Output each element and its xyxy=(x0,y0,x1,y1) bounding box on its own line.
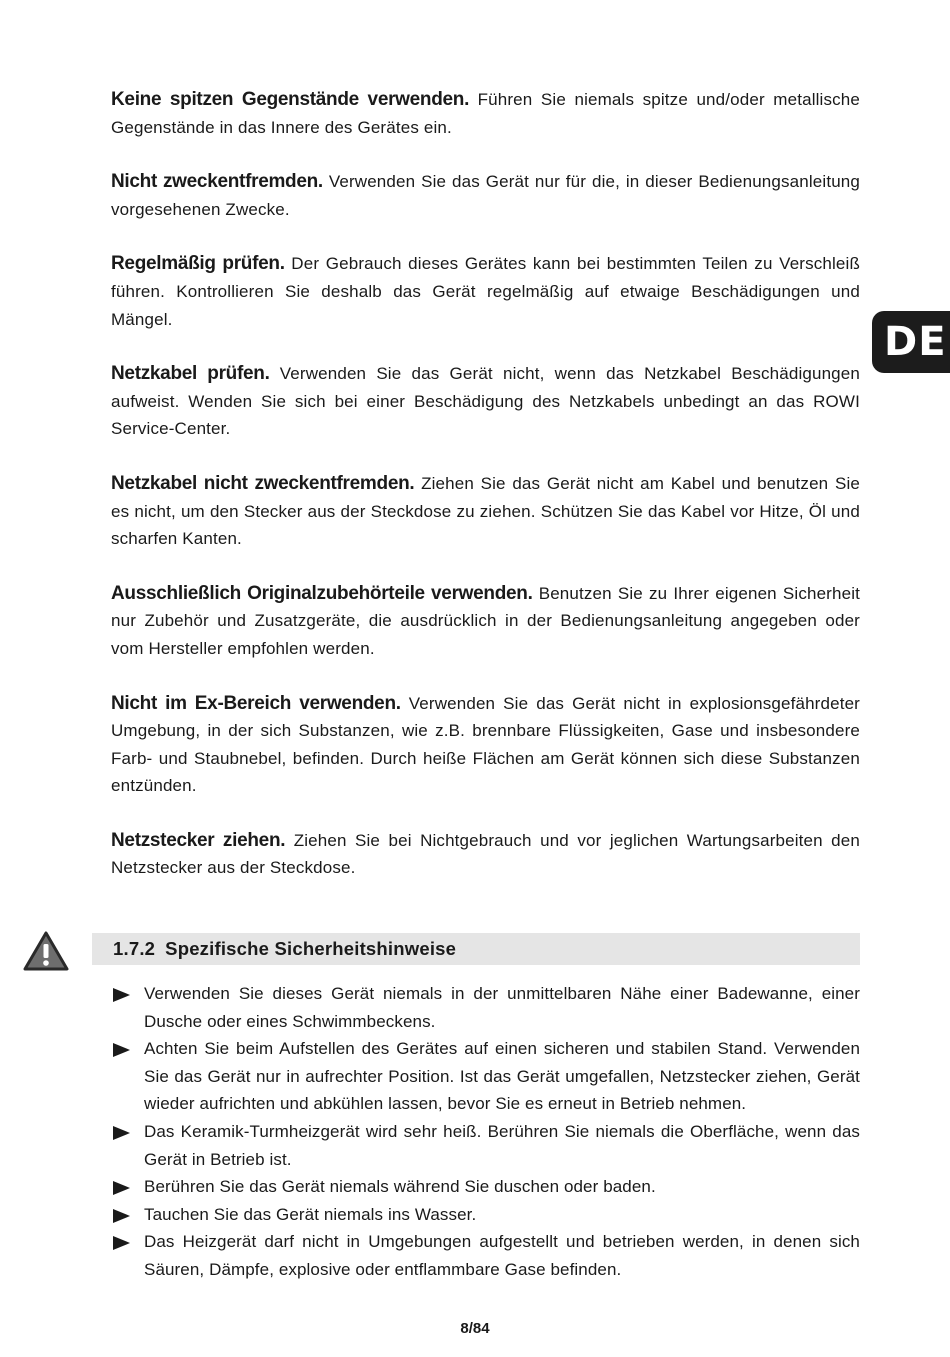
list-item-text: Tauchen Sie das Gerät niemals ins Wasser. xyxy=(144,1204,477,1224)
bullet-arrow-icon xyxy=(113,1181,130,1195)
paragraph-lead: Netzkabel nicht zweckentfremden. xyxy=(111,472,415,494)
bullet-arrow-icon xyxy=(113,1126,130,1140)
list-item-text: Das Heizgerät darf nicht in Umgebungen aufgestellt und betrieben werden, in denen sich Säuren, Dämpfe, explosive oder entflammbare Gase befinden. xyxy=(144,1232,860,1279)
page-number: 8/84 xyxy=(460,1320,490,1337)
paragraph-text: Der Gebrauch dieses Gerätes kann bei bestimmten Teilen zu Verschleiß führen. Kontrollieren Sie deshalb das Gerät regelmäßig auf etwaige Beschädigungen und Mängel. xyxy=(111,254,861,329)
safety-paragraphs xyxy=(111,86,860,909)
paragraph-lead: Netzstecker ziehen. xyxy=(111,829,286,851)
paragraph-lead: Keine spitzen Gegenstände verwenden. xyxy=(111,89,470,110)
list-item xyxy=(111,1035,860,1118)
paragraph-regular-check xyxy=(111,250,860,333)
list-item xyxy=(111,980,860,1035)
safety-bullet-list xyxy=(111,980,860,1284)
bullet-arrow-icon xyxy=(113,1209,130,1223)
language-tab: DE xyxy=(872,311,950,373)
paragraph-lead: Netzkabel prüfen. xyxy=(111,363,270,385)
list-item xyxy=(111,1201,860,1229)
section-title: Spezifische Sicherheitshinweise xyxy=(165,938,457,959)
paragraph-unplug xyxy=(111,827,860,882)
section-number: 1.7.2 xyxy=(113,938,156,959)
paragraph-lead: Nicht zweckentfremden. xyxy=(111,171,323,193)
paragraph-text: Ziehen Sie bei Nichtgebrauch und vor jeglichen Wartungsarbeiten den Netzstecker aus der Steckdose. xyxy=(111,830,860,878)
list-item xyxy=(111,1228,860,1283)
list-item-text: Das Keramik-Turmheizgerät wird sehr heiß. Berühren Sie niemals die Oberfläche, wenn das Gerät in Betrieb ist. xyxy=(144,1121,860,1169)
paragraph-lead: Regelmäßig prüfen. xyxy=(111,253,285,275)
paragraph-text: Ziehen Sie das Gerät nicht am Kabel und benutzen Sie es nicht, um den Stecker aus der Steckdose zu ziehen. Schützen Sie das Kabel vor Hitze, Öl und scharfen Kanten. xyxy=(111,473,860,549)
paragraph-text: Verwenden Sie das Gerät nur für die, in dieser Bedienungsanleitung vorgesehenen Zwecke. xyxy=(111,172,861,219)
list-item-text: Verwenden Sie dieses Gerät niemals in der unmittelbaren Nähe einer Badewanne, einer Dusche oder eines Schwimmbeckens. xyxy=(144,984,860,1031)
warning-triangle-icon xyxy=(22,930,70,972)
list-item xyxy=(111,1118,860,1173)
paragraph-text: Verwenden Sie das Gerät nicht in explosionsgefährdeter Umgebung, in der sich Substanzen, wie z.B. brennbare Flüssigkeiten, Gase und insbesondere Farb- und Staubnebel, befinden. Durch heiße Flächen am Gerät können sich diese Substanzen entzünden. xyxy=(111,693,860,796)
paragraph-power-cable-check xyxy=(111,360,860,443)
list-item xyxy=(111,1173,860,1201)
list-item-text: Achten Sie beim Aufstellen des Gerätes auf einen sicheren und stabilen Stand. Verwenden Sie das Gerät nur in aufrechter Position. Ist das Gerät umgefallen, Netzstecker ziehen, Gerät wieder aufrichten und abkühlen lassen, bevor Sie es erneut in Betrieb nehmen. xyxy=(144,1039,860,1114)
paragraph-ex-area xyxy=(111,690,860,800)
paragraph-power-cable-misuse xyxy=(111,470,860,553)
paragraph-text: Benutzen Sie zu Ihrer eigenen Sicherheit nur Zubehör und Zusatzgeräte, die ausdrücklich in der Bedienungsanleitung angegeben oder vom Hersteller empfohlen werden. xyxy=(111,583,860,658)
list-item-text: Berühren Sie das Gerät niemals während Sie duschen oder baden. xyxy=(144,1177,656,1197)
bullet-arrow-icon xyxy=(113,1043,130,1057)
paragraph-sharp-objects xyxy=(111,86,860,141)
section-heading xyxy=(92,933,860,965)
paragraph-lead: Ausschließlich Originalzubehörteile verwenden. xyxy=(111,582,533,604)
bullet-arrow-icon xyxy=(113,988,130,1002)
paragraph-text: Verwenden Sie das Gerät nicht, wenn das Netzkabel Beschädigungen aufweist. Wenden Sie sich bei einer Beschädigung des Netzkabels unbedingt an das ROWI Service-Center. xyxy=(111,364,860,439)
paragraph-intended-use xyxy=(111,168,860,223)
paragraph-text: Führen Sie niemals spitze und/oder metallische Gegenstände in das Innere des Gerätes ein. xyxy=(111,90,860,137)
bullet-arrow-icon xyxy=(113,1236,130,1250)
paragraph-original-accessories xyxy=(111,580,860,663)
paragraph-lead: Nicht im Ex-Bereich verwenden. xyxy=(111,692,401,714)
